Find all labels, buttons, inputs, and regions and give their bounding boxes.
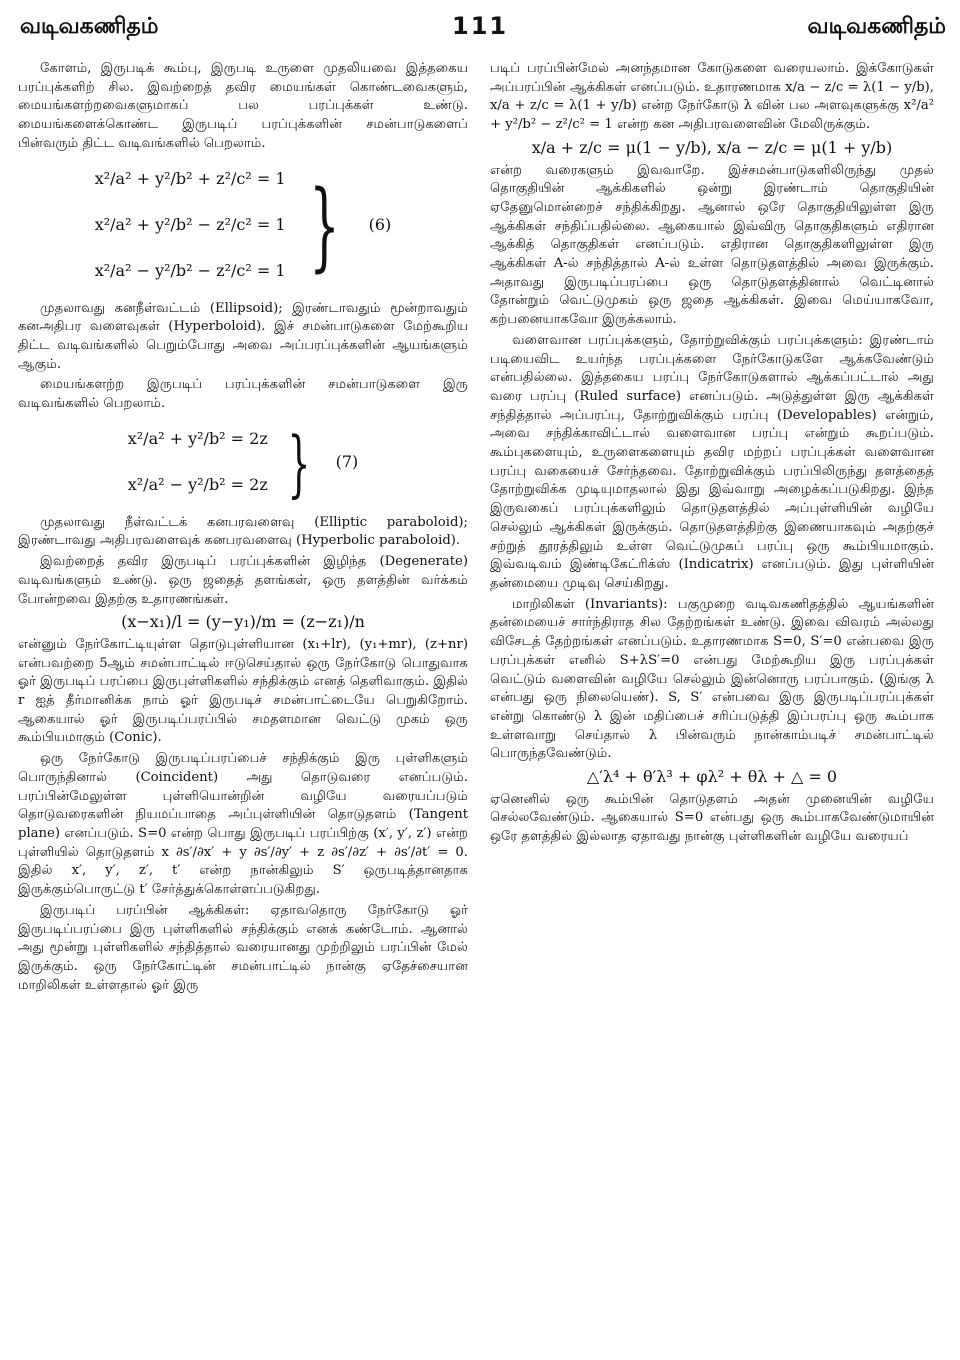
left-paragraph-5: இவற்றைத் தவிர இருபடிப் பரப்புக்களின் இழிந்த (Degenerate) வடிவங்களும் உண்டு. ஒரு ஜதைத் தளங்கள், ஒரு தளத்தின் வர்க்கம் போன்றவை இதற்கு உதாரணங்கள். <box>18 554 468 607</box>
left-paragraph-6: என்னும் நேர்கோட்டியுள்ள தொடுபுள்ளியான (x₁+lr), (y₁+mr), (z+nr) என்பவற்றை 5ஆம் சமன்பாட்டில் ஈடுசெய்தால் ஒரு நேர்கோடு பொதுவாக ஓர் இருபடிப் பரப்பை இருபுள்ளிகளில் சந்திக்கும் எனத் தெளிவாகும். இதில் r ஐத் தீர்மானிக்க நாம் ஓர் இருபடிச் சமன்பாட்டையே பெறுகிறோம். ஆகையால் ஓர் இருபடிப்பரப்பில் சமதளமான வெட்டு முகம் ஒரு கூம்பியமாகும் (Conic). <box>18 636 468 746</box>
left-paragraph-7: ஒரு நேர்கோடு இருபடிப்பரப்பைச் சந்திக்கும் இரு புள்ளிகளும் பொருந்தினால் (Coincident) அது தொடுவரை எனப்படும். பரப்பின்மேலுள்ள புள்ளியொன்றின் வழியே வரையப்படும் தொடுவரைகளின் நியமப்பாதை அப்புள்ளியின் தொடுதளம் (Tangent plane) எனப்படும். S=0 என்ற பொது இருபடிப் பரப்பிற்கு (x′, y′, z′) என்ற புள்ளியில் தொடுதளம் x ∂s′/∂x′ + y ∂s′/∂y′ + z ∂s′/∂z′ + ∂s′/∂t′ = 0. இதில் x′, y′, z′, t′ என்ற நான்கிலும் S′ ஒருபடித்தானதாக இருக்கும்பொருட்டு t′ சேர்த்துக்கொள்ளப்படுகிறது. <box>18 751 468 898</box>
equation-block-7 <box>18 418 468 508</box>
left-column <box>18 60 468 997</box>
right-paragraph-4: மாறிலிகள் (Invariants): பகுமுறை வடிவகணிதத்தில் ஆயங்களின் தன்மையைச் சார்ந்திராத சில தேற்றங்கள் உண்டு. இவை விவரம் அல்லது விசேடத் தேற்றங்கள் எனப்படும். உதாரணமாக S=0, S′=0 என்பவை இரு பரப்புக்கள் எனில் S+λS′=0 என்பது மேற்கூறிய இரு பரப்புக்கள் வெட்டும் வளைவின் வழியே செல்லும் இன்னொரு பரப்பாகும். (இங்கு λ என்பது ஒரு நிலையெண்). S, S′ என்பவை இரு இருபடிப்பரப்புக்கள் என்று கொண்டு λ இன் மதிப்பைச் சரிப்படுத்தி இப்பரப்பு ஒரு கூம்பாக உள்ளவாறு செய்தால் λ பின்வரும் நான்காம்படிச் சமன்பாட்டில் பொருந்தவேண்டும். <box>490 596 934 762</box>
equation-6-line-3: x²/a² − y²/b² − z²/c² = 1 <box>94 261 286 281</box>
left-paragraph-8: இருபடிப் பரப்பின் ஆக்கிகள்: ஏதாவதொரு நேர்கோடு ஓர் இருபடிப்பரப்பை இரு புள்ளிகளில் சந்திக்கும் எனக் கண்டோம். ஆனால் அது மூன்று புள்ளிகளில் சந்தித்தால் வரையானது முற்றிலும் பரப்பின் மேல் இருக்கும். ஒரு நேர்கோட்டின் சமன்பாட்டில் நான்கு ஏதேச்சையான மாறிலிகள் உள்ளதால் ஓர் இரு <box>18 902 468 993</box>
mu-equations: x/a + z/c = μ(1 − y/b), x/a − z/c = μ(1 + y/b) <box>531 137 893 157</box>
right-paragraph-3: வளைவான பரப்புக்களும், தோற்றுவிக்கும் பரப்புக்களும்: இரண்டாம் படியைவிட உயர்ந்த பரப்புக்களை நேர்கோடுகளே ஆக்கவேண்டும் என்பதில்லை. இத்தகைய பரப்பு நேர்கோடுகளால் ஆக்கப்பட்டால் அது வரை பரப்பு (Ruled surface) எனப்படும். அடுத்துள்ள இரு ஆக்கிகள் சந்தித்தால் அப்பரப்பு, தோற்றுவிக்கும் பரப்பு (Developables) என்றும், அவை சந்திக்காவிட்டால் வளைவான பரப்பு என்றும் கூறப்படும். கூம்புகளையும், உருளைகளையும் தவிர மற்றப் பரப்புக்கள் வளைவான பரப்பு வகையைச் சேர்ந்தவை. தோற்றுவிக்கும் பரப்பிலிருந்து தளத்தைத் தோற்றுவிக்க முடியுமாதலால் இது இவ்வாறு அழைக்கப்படுகிறது. இந்த இருவகைப் பரப்புக்களிலும் தொடுதளத்தில் அப்புள்ளியின் வழியே செல்லும் ஆக்கிகள் இருக்கும். தொடுதளத்திற்கு இணையாகவும் அதற்குச் சற்றுத் தூரத்திலும் உள்ள வெட்டுமுகப் பரப்பு ஒரு கூம்பியமாகும். இவ்வடிவம் இண்டிகேட்ரிக்ஸ் (Indicatrix) எனப்படும். இது புள்ளியின் தன்மையை முடிவு செய்கிறது. <box>490 332 934 591</box>
page-number: 111 <box>452 12 509 40</box>
equation-6-line-2: x²/a² + y²/b² − z²/c² = 1 <box>94 215 286 235</box>
left-paragraph-1: கோளம், இருபடிக் கூம்பு, இருபடி உருளை முதலியவை இத்தகைய பரப்புக்களிற் சில. இவற்றைத் தவிர மையங்கள் கொண்டவைகளும், மையங்களற்றவைகளுமாகப் பல பரப்புக்கள் உண்டு. மையங்களைக்கொண்ட இருபடிப் பரப்புக்களின் சமன்பாடுகளைப் பின்வரும் திட்ட வடிவங்களில் பெறலாம். <box>18 61 468 151</box>
right-brace-icon: } <box>287 420 311 505</box>
equation-block-6 <box>18 158 468 294</box>
left-paragraph-3: மையங்களற்ற இருபடிப் பரப்புக்களின் சமன்பாடுகளை இரு வடிவங்களில் பெறலாம். <box>18 377 468 412</box>
right-brace-icon: } <box>308 169 340 282</box>
header-right-title: வடிவகணிதம் <box>807 14 946 39</box>
page-header <box>0 0 960 52</box>
right-paragraph-5: ஏனெனில் ஒரு கூம்பின் தொடுதளம் அதன் முனையின் வழியே செல்லவேண்டும். ஆகையால் S=0 என்பது ஒரு கூம்பாகவேண்டுமாயின் ஒரே தளத்தில் இல்லாத ஏதாவது நான்கு புள்ளிகளின் வழியே வரையப் <box>490 791 934 845</box>
equation-6-number: (6) <box>368 215 392 235</box>
left-paragraph-2: முதலாவது கனநீள்வட்டம் (Ellipsoid); இரண்டாவதும் மூன்றாவதும் கனஅதிபர வளைவுகள் (Hyperboloid). இச் சமன்பாடுகளை மேற்கூறிய திட்ட வடிவங்களில் பெறும்போது அவை அப்பரப்புக்களின் ஆயங்களும் ஆகும். <box>18 300 468 372</box>
right-paragraph-1: படிப் பரப்பின்மேல் அனந்தமான கோடுகளை வரையலாம். இக்கோடுகள் அப்பரப்பின் ஆக்கிகள் எனப்படும். உதாரணமாக x/a − z/c = λ(1 − y/b), x/a + z/c = λ(1 + y/b) என்ற நேர்கோடு λ வின் பல அளவுகளுக்கு x²/a² + y²/b² − z²/c² = 1 என்ற கன அதிபரவளைவின் மேலிருக்கும். <box>490 61 934 133</box>
left-paragraph-4: முதலாவது நீள்வட்டக் கனபரவளைவு (Elliptic paraboloid); இரண்டாவது அதிபரவளைவுக் கனபரவளைவு (Hyperbolic paraboloid). <box>18 514 468 549</box>
equation-6-line-1: x²/a² + y²/b² + z²/c² = 1 <box>94 169 286 189</box>
equation-7-line-2: x²/a² − y²/b² = 2z <box>127 475 268 495</box>
equation-7-number: (7) <box>335 452 359 472</box>
equation-7-line-1: x²/a² + y²/b² = 2z <box>127 429 268 449</box>
right-column <box>490 60 934 849</box>
line-equation: (x−x₁)/l = (y−y₁)/m = (z−z₁)/n <box>121 612 365 632</box>
quartic-equation: △′λ⁴ + θ′λ³ + φλ² + θλ + △ = 0 <box>586 767 838 787</box>
header-left-title: வடிவகணிதம் <box>20 14 159 39</box>
right-paragraph-2: என்ற வரைகளும் இவவாறே. இச்சமன்பாடுகளிலிருந்து முதல் தொகுதியின் ஆக்கிகளில் ஒன்று இரண்டாம் தொகுதியின் ஏதேனுமொன்றைச் சந்திக்கிறது. ஆனால் ஒரே தொகுதியிலுள்ள இரு ஆக்கிகள் சந்திப்பதில்லை. ஆகையால் இவ்விரு தொகுதிகளும் எதிரான ஆக்கித் தொகுதிகள் எனப்படும். எதிரான தொகுதிகளிலுள்ள இரு ஆக்கிகள் A-ல் சந்தித்தால் A-ல் உள்ள தொடுதளத்தில் அவை இருக்கும். அதாவது இருபடிப்பரப்பை ஒரு தொடுதளத்தினால் வெட்டினால் தோன்றும் வெட்டுமுகம் ஒரு ஜதை ஆக்கிகள். இவை மெய்யாகவோ, கற்பனையாகவோ இருக்கலாம். <box>490 162 934 328</box>
